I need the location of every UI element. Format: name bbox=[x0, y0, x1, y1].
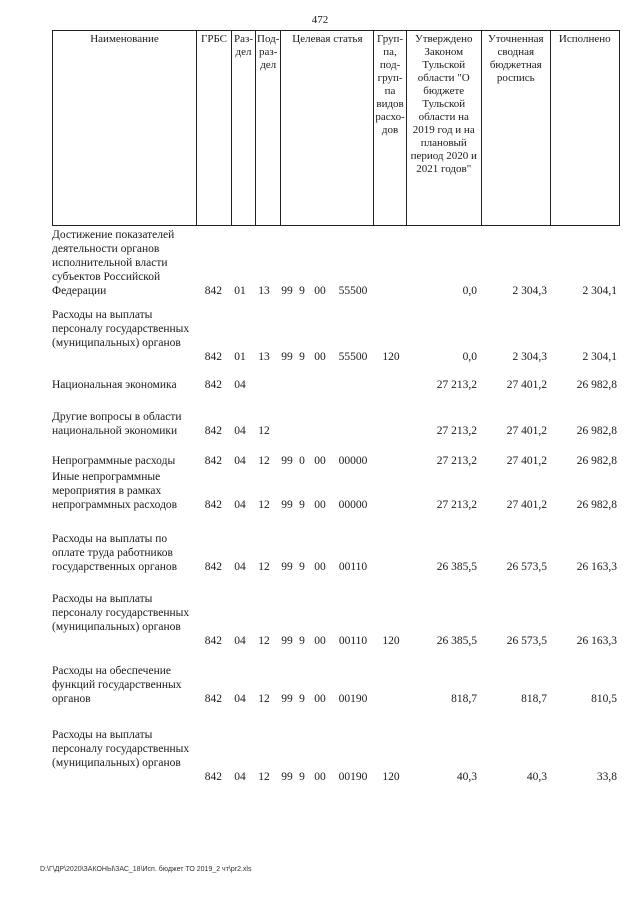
row-approved: 27 213,2 bbox=[436, 455, 477, 467]
row-approved: 27 213,2 bbox=[436, 379, 477, 391]
row-executed: 26 982,8 bbox=[576, 455, 617, 467]
row-razdel: 04 bbox=[234, 561, 246, 573]
row-t1: 99 bbox=[281, 351, 293, 363]
row-executed: 26 982,8 bbox=[576, 425, 617, 437]
row-refined: 818,7 bbox=[521, 693, 547, 705]
row-approved: 27 213,2 bbox=[436, 425, 477, 437]
row-t4: 00110 bbox=[338, 561, 368, 573]
row-t1: 99 bbox=[281, 561, 293, 573]
row-grbs: 842 bbox=[204, 379, 222, 391]
row-name: Национальная экономика bbox=[52, 379, 177, 391]
row-refined: 27 401,2 bbox=[506, 499, 547, 511]
row-razdel: 04 bbox=[234, 771, 246, 783]
row-t4: 00000 bbox=[338, 499, 368, 511]
row-refined: 27 401,2 bbox=[506, 425, 547, 437]
row-group: 120 bbox=[382, 351, 400, 363]
row-t3: 00 bbox=[314, 285, 326, 297]
row-t4: 55500 bbox=[338, 285, 368, 297]
row-t3: 00 bbox=[314, 693, 326, 705]
row-name: Расходы на обеспечение функций государственных органов bbox=[52, 665, 182, 705]
row-t3: 00 bbox=[314, 561, 326, 573]
row-name: Иные непрограммные мероприятия в рамках непрограммных расходов bbox=[52, 471, 178, 511]
row-podrazdel: 13 bbox=[258, 285, 270, 297]
page-number: 472 bbox=[311, 14, 329, 26]
row-razdel: 04 bbox=[234, 425, 246, 437]
row-executed: 2 304,1 bbox=[582, 285, 617, 297]
row-grbs: 842 bbox=[204, 693, 222, 705]
row-grbs: 842 bbox=[204, 561, 222, 573]
row-t1: 99 bbox=[281, 771, 293, 783]
header-name: Наименование bbox=[53, 31, 197, 226]
row-refined: 27 401,2 bbox=[506, 455, 547, 467]
row-t1: 99 bbox=[281, 285, 293, 297]
row-t2: 9 bbox=[299, 771, 305, 783]
row-t4: 55500 bbox=[338, 351, 368, 363]
row-name: Расходы на выплаты персоналу государственных (муниципальных) органов bbox=[52, 729, 190, 769]
header-group: Груп-па, под-груп-па видов расхо-дов bbox=[374, 31, 406, 226]
row-razdel: 04 bbox=[234, 499, 246, 511]
header-approved: Утверждено Законом Тульской области "О бюджете Тульской области на 2019 год и на плановый период 2020 и 2021 годов" bbox=[406, 31, 481, 226]
row-razdel: 01 bbox=[234, 351, 246, 363]
row-name: Непрограммные расходы bbox=[52, 455, 176, 467]
row-podrazdel: 12 bbox=[258, 561, 270, 573]
row-refined: 2 304,3 bbox=[512, 351, 547, 363]
table-header bbox=[52, 30, 620, 226]
row-t1: 99 bbox=[281, 693, 293, 705]
row-razdel: 04 bbox=[234, 455, 246, 467]
row-t2: 0 bbox=[299, 455, 305, 467]
row-refined: 40,3 bbox=[526, 771, 547, 783]
row-t3: 00 bbox=[314, 351, 326, 363]
row-razdel: 04 bbox=[234, 693, 246, 705]
row-t2: 9 bbox=[299, 635, 305, 647]
row-approved: 0,0 bbox=[462, 285, 477, 297]
row-group: 120 bbox=[382, 771, 400, 783]
row-name: Расходы на выплаты персоналу государственных (муниципальных) органов bbox=[52, 309, 190, 349]
row-grbs: 842 bbox=[204, 455, 222, 467]
row-approved: 27 213,2 bbox=[436, 499, 477, 511]
row-t2: 9 bbox=[299, 693, 305, 705]
row-podrazdel: 12 bbox=[258, 693, 270, 705]
row-grbs: 842 bbox=[204, 499, 222, 511]
row-grbs: 842 bbox=[204, 425, 222, 437]
row-executed: 2 304,1 bbox=[582, 351, 617, 363]
row-t2: 9 bbox=[299, 499, 305, 511]
row-podrazdel: 13 bbox=[258, 351, 270, 363]
row-razdel: 01 bbox=[234, 285, 246, 297]
header-target: Целевая статья bbox=[281, 31, 374, 226]
row-name: Другие вопросы в области национальной экономики bbox=[52, 411, 182, 437]
row-podrazdel: 12 bbox=[258, 425, 270, 437]
row-t3: 00 bbox=[314, 499, 326, 511]
row-name: Расходы на выплаты по оплате труда работников государственных органов bbox=[52, 533, 178, 573]
row-t4: 00190 bbox=[338, 771, 368, 783]
row-t3: 00 bbox=[314, 635, 326, 647]
row-grbs: 842 bbox=[204, 635, 222, 647]
row-grbs: 842 bbox=[204, 771, 222, 783]
row-podrazdel: 12 bbox=[258, 499, 270, 511]
row-refined: 26 573,5 bbox=[506, 635, 547, 647]
row-razdel: 04 bbox=[234, 379, 246, 391]
row-refined: 27 401,2 bbox=[506, 379, 547, 391]
row-executed: 810,5 bbox=[591, 693, 617, 705]
row-approved: 26 385,5 bbox=[436, 635, 477, 647]
row-t1: 99 bbox=[281, 499, 293, 511]
row-executed: 33,8 bbox=[596, 771, 617, 783]
row-executed: 26 163,3 bbox=[576, 561, 617, 573]
row-t4: 00110 bbox=[338, 635, 368, 647]
row-approved: 0,0 bbox=[462, 351, 477, 363]
row-name: Расходы на выплаты персоналу государственных (муниципальных) органов bbox=[52, 593, 190, 633]
row-approved: 26 385,5 bbox=[436, 561, 477, 573]
row-podrazdel: 12 bbox=[258, 455, 270, 467]
row-name: Достижение показателей деятельности органов исполнительной власти субъектов Российской Федерации bbox=[52, 229, 175, 297]
row-t2: 9 bbox=[299, 561, 305, 573]
row-refined: 26 573,5 bbox=[506, 561, 547, 573]
row-t4: 00000 bbox=[338, 455, 368, 467]
row-t3: 00 bbox=[314, 455, 326, 467]
row-t2: 9 bbox=[299, 285, 305, 297]
file-path: D:\Г\ДР\2020\ЗАКОНЫ\ЗАС_18\Исп. бюджет ТО 2019_2 чт\pr2.xls bbox=[40, 866, 252, 873]
row-t3: 00 bbox=[314, 771, 326, 783]
row-grbs: 842 bbox=[204, 351, 222, 363]
row-refined: 2 304,3 bbox=[512, 285, 547, 297]
row-podrazdel: 12 bbox=[258, 771, 270, 783]
row-t2: 9 bbox=[299, 351, 305, 363]
row-grbs: 842 bbox=[204, 285, 222, 297]
row-t1: 99 bbox=[281, 635, 293, 647]
header-executed: Исполнено bbox=[550, 31, 619, 226]
row-approved: 818,7 bbox=[451, 693, 477, 705]
row-razdel: 04 bbox=[234, 635, 246, 647]
row-t4: 00190 bbox=[338, 693, 368, 705]
row-executed: 26 982,8 bbox=[576, 499, 617, 511]
row-podrazdel: 12 bbox=[258, 635, 270, 647]
row-group: 120 bbox=[382, 635, 400, 647]
header-podrazdel: Под-раз-дел bbox=[256, 31, 281, 226]
row-t1: 99 bbox=[281, 455, 293, 467]
row-executed: 26 163,3 bbox=[576, 635, 617, 647]
header-grbs: ГРБС bbox=[197, 31, 232, 226]
row-approved: 40,3 bbox=[456, 771, 477, 783]
header-refined: Уточненная сводная бюджетная роспись bbox=[481, 31, 550, 226]
row-executed: 26 982,8 bbox=[576, 379, 617, 391]
header-razdel: Раз-дел bbox=[232, 31, 256, 226]
